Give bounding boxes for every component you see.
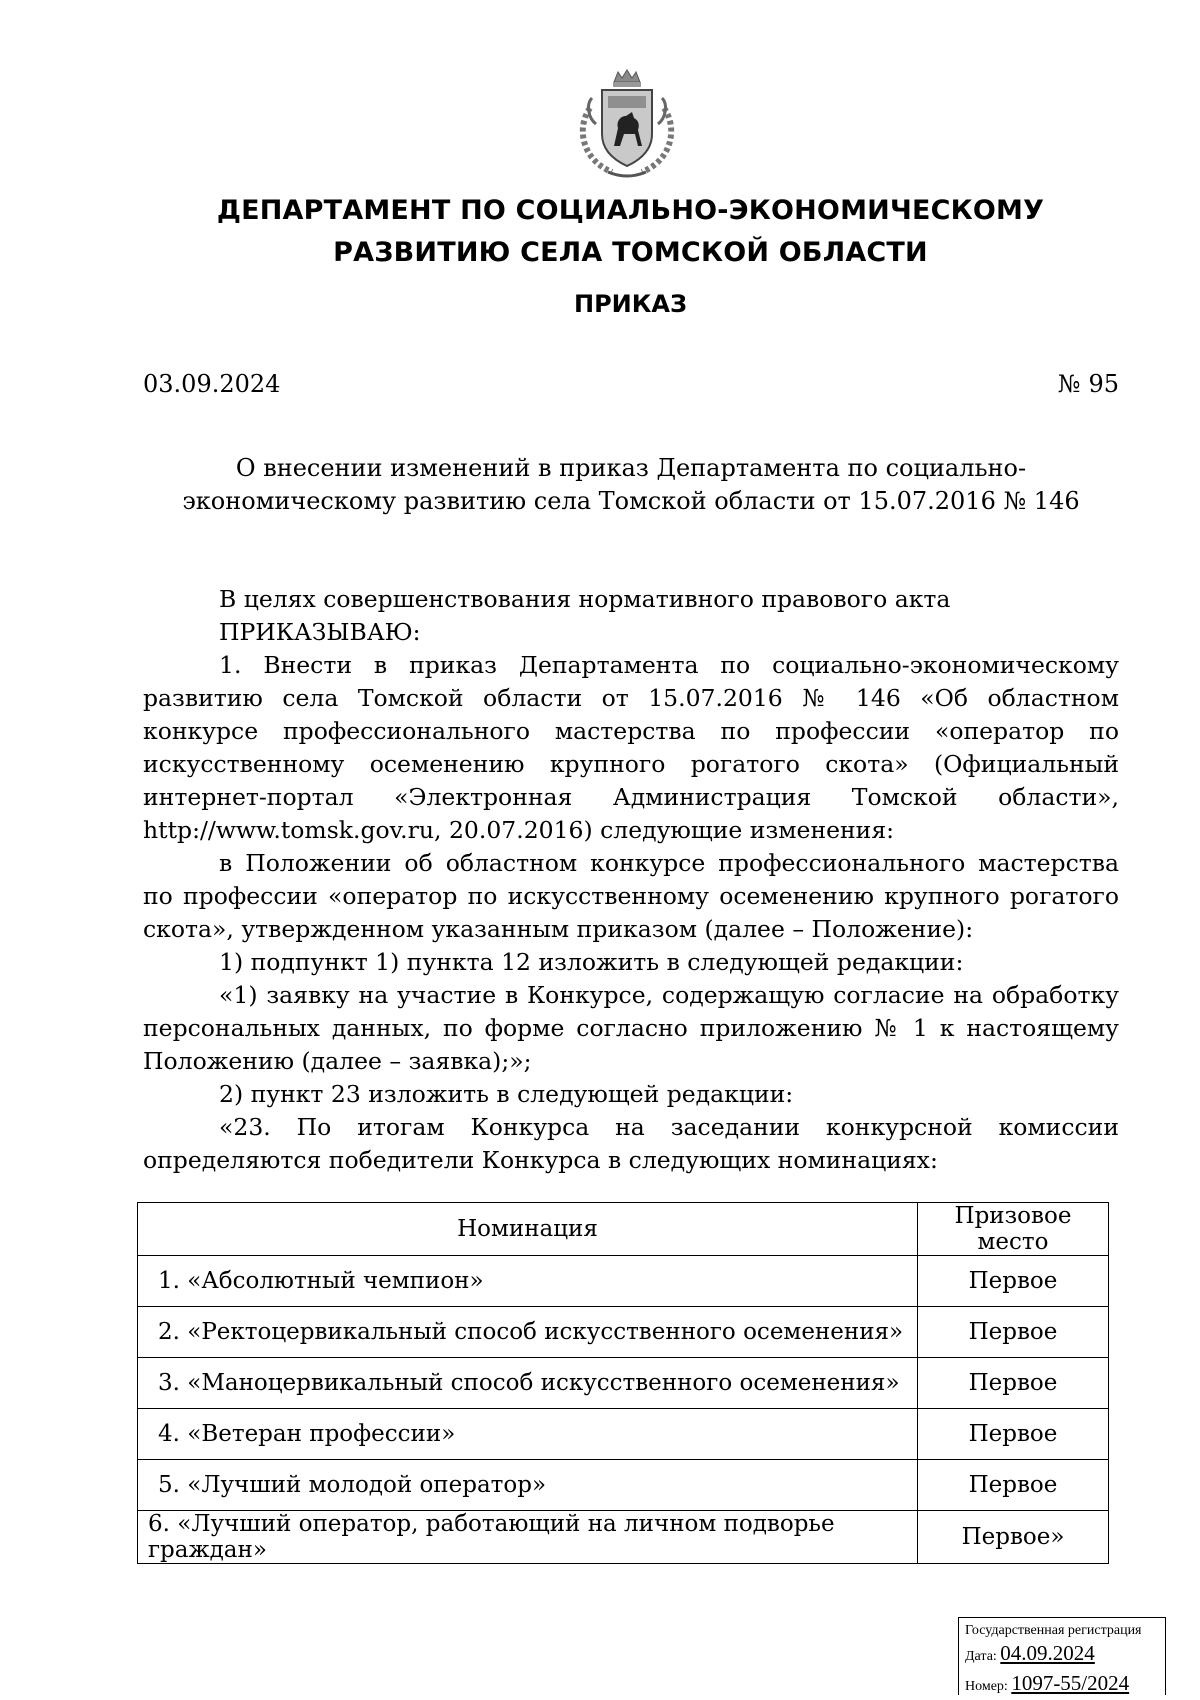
nomination-name: 5. «Лучший молодой оператор»	[138, 1460, 918, 1511]
prize-place: Первое	[918, 1307, 1109, 1358]
prize-place: Первое»	[918, 1511, 1109, 1564]
order-number	[1050, 370, 1119, 398]
nomination-name: 6. «Лучший оператор, работающий на личном подворье граждан»	[138, 1511, 918, 1564]
table-header-row	[138, 1203, 1109, 1256]
registration-number-label: Номер:	[965, 1679, 1008, 1694]
table-row	[138, 1256, 1109, 1307]
registration-date-label: Дата:	[965, 1649, 997, 1664]
body-paragraph: 1) подпункт 1) пункта 12 изложить в следующей редакции:	[219, 948, 964, 976]
nominations-table	[137, 1202, 1109, 1564]
prize-place: Первое	[918, 1358, 1109, 1409]
registration-title: Государственная регистрация	[965, 1623, 1142, 1638]
order-body	[143, 583, 1119, 1177]
body-paragraph: В целях совершенствования нормативного правового акта	[219, 585, 951, 613]
table-row	[138, 1307, 1109, 1358]
prize-place: Первое	[918, 1256, 1109, 1307]
nomination-name: 4. «Ветеран профессии»	[138, 1409, 918, 1460]
prize-place: Первое	[918, 1460, 1109, 1511]
nomination-name: 3. «Маноцервикальный способ искусственного осеменения»	[138, 1358, 918, 1409]
number-value: 95	[1088, 370, 1119, 398]
registration-number	[965, 1670, 1159, 1700]
prize-place: Первое	[918, 1409, 1109, 1460]
department-title-line-2: РАЗВИТИЮ СЕЛА ТОМСКОЙ ОБЛАСТИ	[333, 237, 928, 268]
coat-of-arms-emblem	[568, 68, 686, 180]
column-header-place: Призовое место	[918, 1203, 1109, 1256]
table-row	[138, 1358, 1109, 1409]
table-row	[138, 1460, 1109, 1511]
registration-date-value: 04.09.2024	[1000, 1641, 1095, 1665]
body-paragraph: в Положении об областном конкурсе профессионального мастерства по профессии «оператор по искусственному осеменению крупного рогатого скота», утвержденном указанным приказом (далее – Положение):	[143, 849, 1119, 943]
body-paragraph: «1) заявку на участие в Конкурсе, содержащую согласие на обработку персональных данных, по форме согласно приложению № 1 к настоящему Положению (далее – заявка);»;	[143, 981, 1119, 1075]
nomination-name: 1. «Абсолютный чемпион»	[138, 1256, 918, 1307]
number-sign: №	[1057, 370, 1081, 398]
body-paragraph: «23. По итогам Конкурса на заседании конкурсной комиссии определяются победители Конкурса в следующих номинациях:	[143, 1113, 1119, 1174]
table-row	[138, 1511, 1109, 1564]
order-date: 03.09.2024	[143, 370, 281, 398]
document-type: ПРИКАЗ	[573, 290, 687, 318]
body-paragraph: 2) пункт 23 изложить в следующей редакции:	[219, 1080, 794, 1108]
department-title-line-1: ДЕПАРТАМЕНТ ПО СОЦИАЛЬНО-ЭКОНОМИЧЕСКОМУ	[216, 195, 1045, 226]
body-paragraph: 1. Внести в приказ Департамента по социально-экономическому развитию села Томской области от 15.07.2016 № 146 «Об областном конкурсе профессионального мастерства по профессии «оператор по искусственному осеменению крупного рогатого скота» (Официальный интернет-портал «Электронная Администрация Томской области», http://www.tomsk.gov.ru, 20.07.2016) следующие изменения:	[143, 651, 1119, 844]
registration-date	[965, 1640, 1159, 1670]
body-paragraph: ПРИКАЗЫВАЮ:	[219, 618, 421, 646]
department-title	[0, 190, 1200, 274]
order-subject: О внесении изменений в приказ Департамента по социально-экономическому развитию села Томской области от 15.07.2016 № 146	[182, 454, 1080, 515]
column-header-nomination: Номинация	[138, 1203, 918, 1256]
nomination-name: 2. «Ректоцервикальный способ искусственного осеменения»	[138, 1307, 918, 1358]
table-row	[138, 1409, 1109, 1460]
registration-number-value: 1097-55/2024	[1011, 1671, 1130, 1695]
registration-stamp	[958, 1617, 1166, 1695]
